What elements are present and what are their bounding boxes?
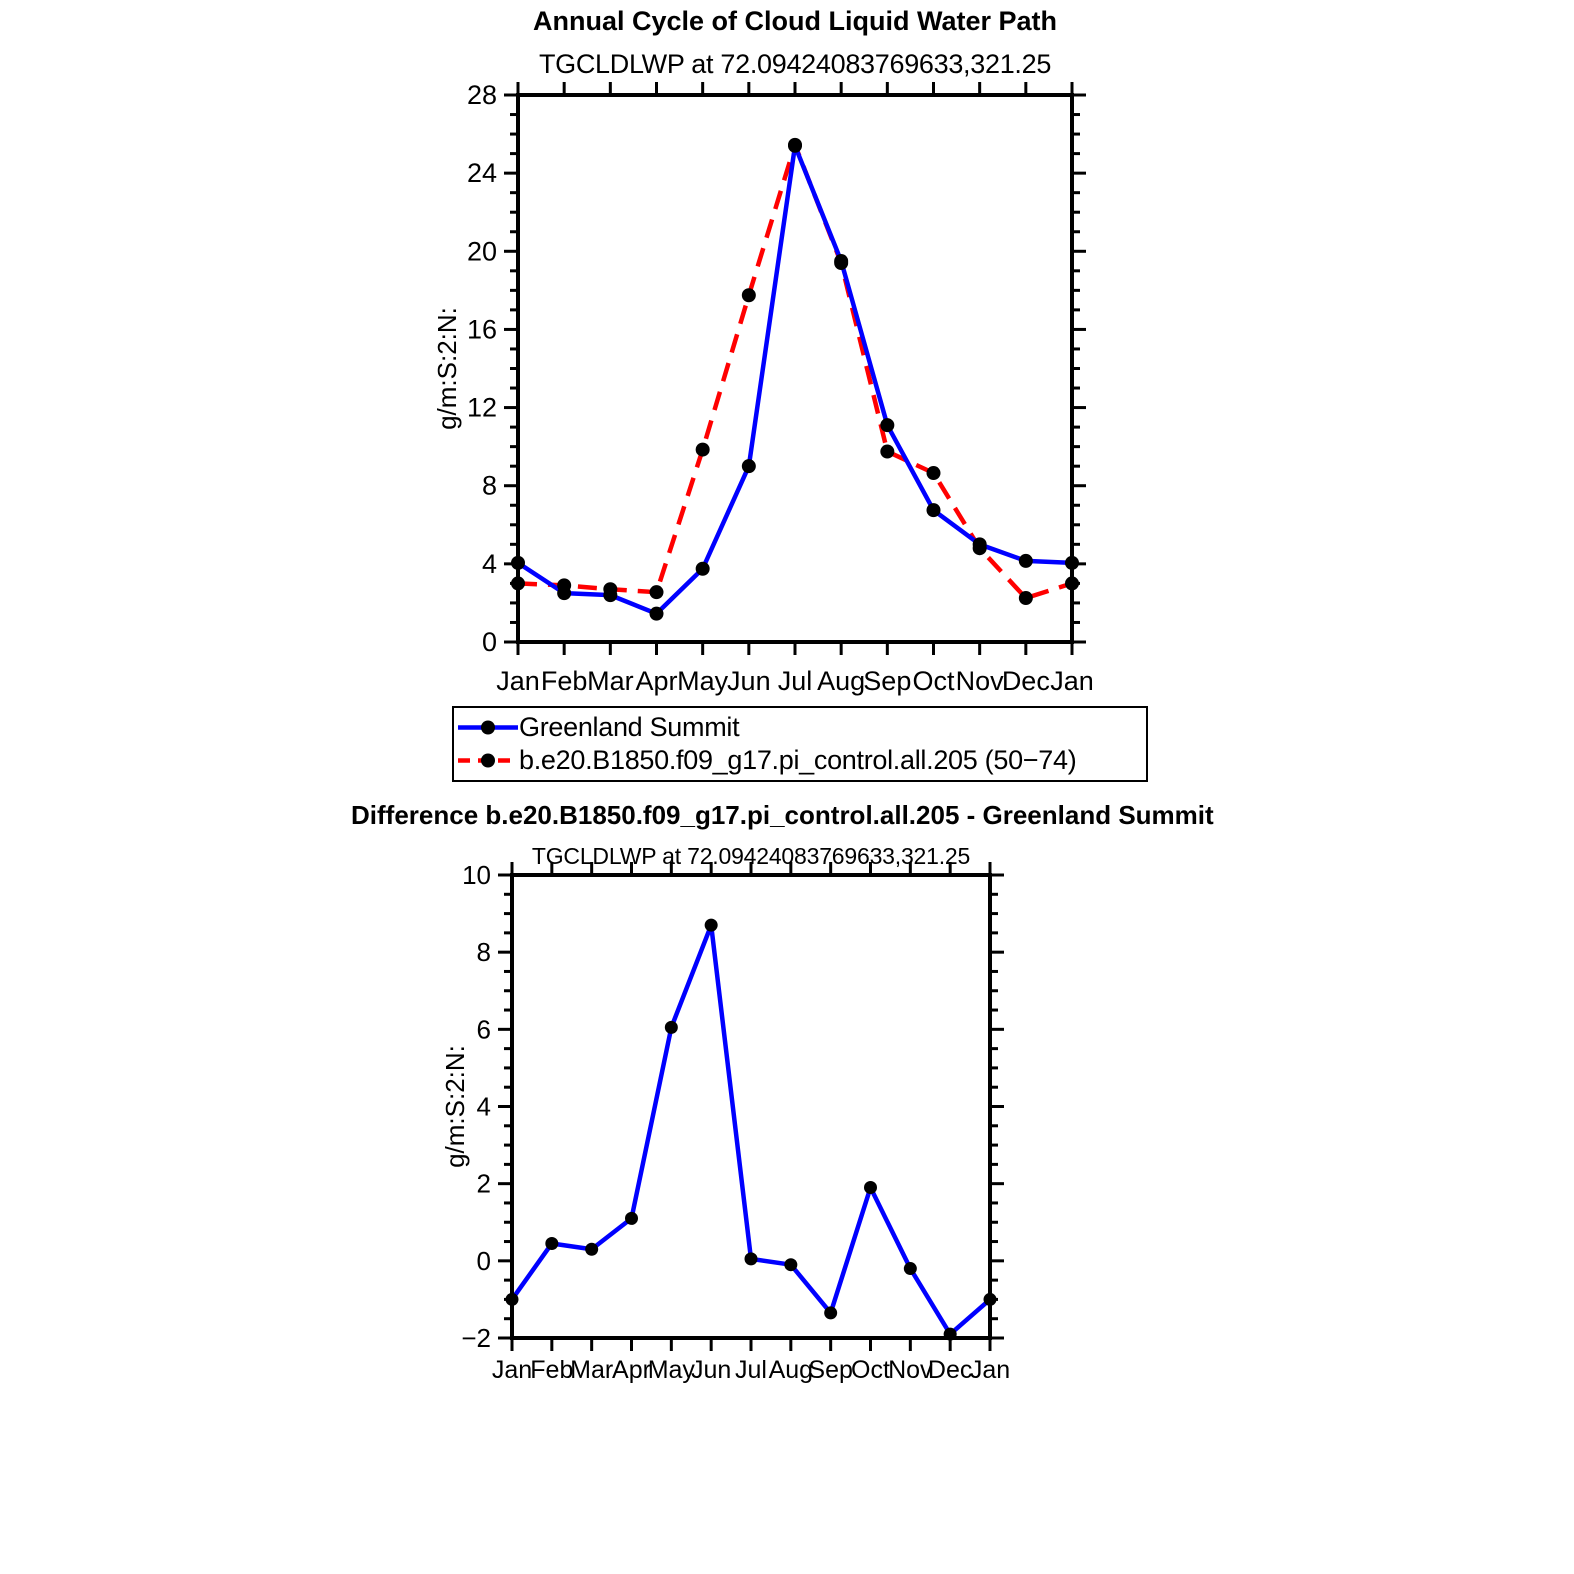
legend-swatch-solid-blue	[457, 711, 519, 744]
data-point-marker	[696, 443, 710, 457]
data-point-marker	[557, 578, 571, 592]
y-tick-label: 24	[466, 158, 497, 189]
data-point-marker	[864, 1181, 877, 1194]
data-point-marker	[545, 1237, 558, 1250]
month-label: Jul	[735, 1356, 767, 1384]
month-label: Aug	[817, 666, 866, 696]
month-label: Sep	[863, 666, 912, 696]
data-point-marker	[742, 459, 756, 473]
data-point-marker	[585, 1243, 598, 1256]
legend-label-greenland-summit: Greenland Summit	[519, 711, 740, 742]
data-point-marker	[1065, 576, 1079, 590]
y-tick-label: 0	[481, 627, 497, 657]
y-tick-label: 16	[466, 314, 497, 345]
chart2-main-title: Difference b.e20.B1850.f09_g17.pi_control.all.205 - Greenland Summit	[351, 800, 1214, 830]
data-point-marker	[650, 585, 664, 599]
chart-0	[432, 80, 1094, 696]
month-label: Apr	[635, 666, 678, 696]
month-label: May	[677, 666, 729, 696]
legend-marker-dot	[481, 754, 495, 768]
y-axis-title: g/m:S:2:N:	[440, 1045, 470, 1168]
month-label: Jan	[969, 1356, 1011, 1384]
month-label: Mar	[570, 1356, 614, 1384]
month-label: Jan	[1050, 666, 1094, 696]
y-axis-title: g/m:S:2:N:	[432, 307, 462, 430]
y-tick-label: 8	[481, 470, 497, 501]
y-tick-label: 28	[466, 80, 497, 110]
month-label: Aug	[768, 1356, 814, 1384]
month-label: Jun	[727, 666, 771, 696]
chart-1	[440, 860, 1010, 1384]
legend-row-greenland-summit	[457, 711, 1144, 744]
month-label: Jan	[496, 666, 540, 696]
y-tick-label: −2	[461, 1323, 491, 1353]
legend-swatch-dashed-red	[457, 744, 519, 777]
data-point-marker	[511, 576, 525, 590]
month-label: Mar	[587, 666, 634, 696]
month-label: Nov	[955, 666, 1004, 696]
data-point-marker	[834, 256, 848, 270]
month-label: Jan	[491, 1356, 533, 1384]
data-point-marker	[788, 138, 802, 152]
month-label: Dec	[927, 1356, 973, 1384]
data-point-marker	[880, 418, 894, 432]
data-point-marker	[1019, 591, 1033, 605]
data-point-marker	[784, 1258, 797, 1271]
data-point-marker	[745, 1252, 758, 1265]
data-point-marker	[824, 1306, 837, 1319]
y-tick-label: 4	[476, 1091, 491, 1122]
month-label: May	[647, 1356, 695, 1384]
month-label: Feb	[540, 666, 588, 696]
y-tick-label: 10	[462, 860, 491, 890]
y-tick-label: 20	[466, 236, 497, 267]
legend-marker-dot	[481, 720, 495, 734]
chart1-main-title: Annual Cycle of Cloud Liquid Water Path	[532, 6, 1057, 36]
data-point-marker	[696, 562, 710, 576]
chart2-subtitle: TGCLDLWP at 72.09424083769633,321.25	[531, 843, 971, 869]
series-line-solid	[518, 146, 1072, 614]
month-label: Jun	[691, 1356, 732, 1384]
y-tick-label: 12	[466, 392, 497, 423]
y-tick-label: 4	[481, 548, 497, 579]
data-point-marker	[904, 1262, 917, 1275]
legend-label-model-run: b.e20.B1850.f09_g17.pi_control.all.205 (50−74)	[519, 745, 1077, 776]
month-label: Dec	[1001, 666, 1050, 696]
data-point-marker	[880, 445, 894, 459]
series-line-dashed	[518, 145, 1072, 598]
data-point-marker	[927, 466, 941, 480]
y-tick-label: 2	[476, 1168, 491, 1199]
axis-box	[512, 875, 990, 1338]
legend-row-model-run	[457, 744, 1144, 777]
y-tick-label: 8	[476, 937, 491, 968]
month-label: Oct	[851, 1356, 890, 1384]
month-label: Apr	[612, 1356, 651, 1384]
month-label: Oct	[912, 666, 955, 696]
data-point-marker	[742, 288, 756, 302]
y-tick-label: 0	[476, 1245, 491, 1276]
data-point-marker	[1065, 556, 1079, 570]
data-point-marker	[625, 1212, 638, 1225]
y-tick-label: 6	[476, 1014, 491, 1045]
data-point-marker	[603, 582, 617, 596]
legend-box	[452, 706, 1148, 782]
series-line-solid	[512, 925, 990, 1334]
data-point-marker	[927, 503, 941, 517]
month-label: Feb	[530, 1356, 574, 1384]
data-point-marker	[665, 1021, 678, 1034]
data-point-marker	[984, 1293, 997, 1306]
data-point-marker	[511, 556, 525, 570]
month-label: Sep	[808, 1356, 853, 1384]
data-point-marker	[973, 541, 987, 555]
month-label: Nov	[888, 1356, 933, 1384]
data-point-marker	[705, 919, 718, 932]
month-label: Jul	[777, 666, 813, 696]
data-point-marker	[506, 1293, 519, 1306]
chart1-subtitle: TGCLDLWP at 72.09424083769633,321.25	[538, 49, 1052, 79]
data-point-marker	[944, 1328, 957, 1341]
data-point-marker	[1019, 554, 1033, 568]
data-point-marker	[650, 607, 664, 621]
